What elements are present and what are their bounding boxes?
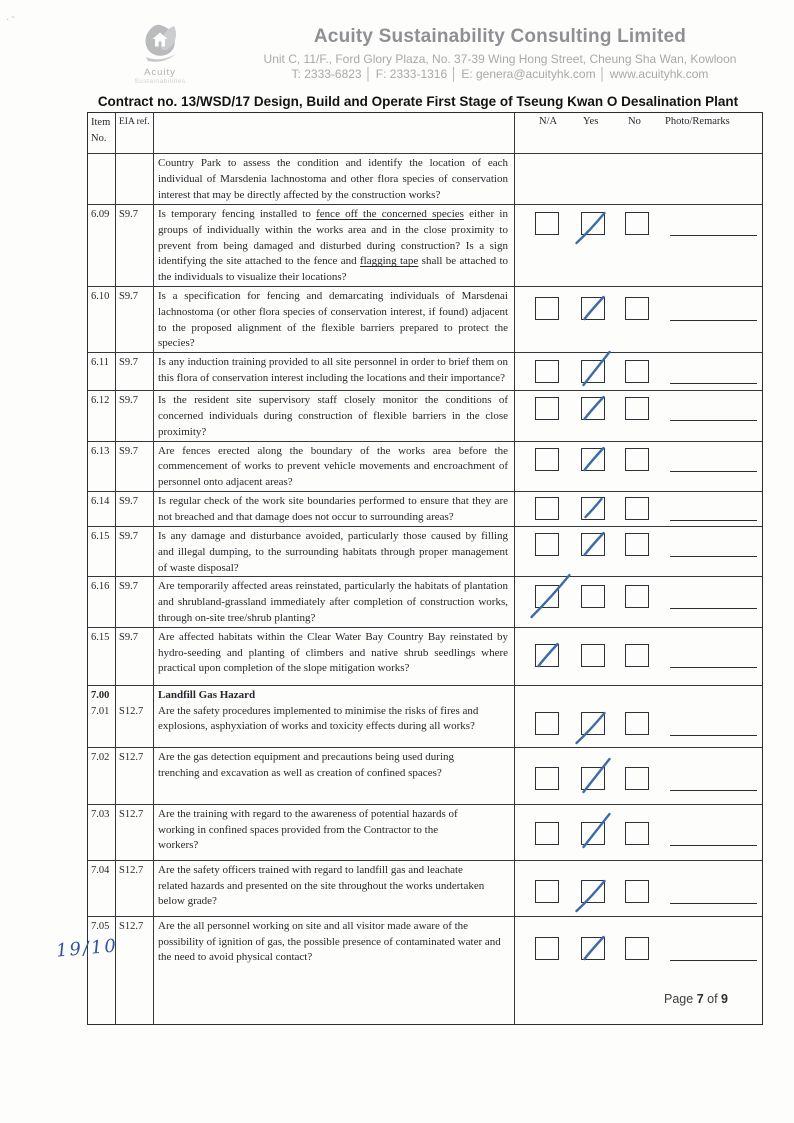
table-row xyxy=(88,747,762,804)
question-cell xyxy=(154,287,515,352)
eia-ref-cell: S9.7 xyxy=(116,628,154,685)
item-number-cell: 6.12 xyxy=(88,391,116,440)
checkbox-no xyxy=(625,533,649,556)
remarks-line xyxy=(670,556,757,557)
question-text: Is a specification for fencing and demarcating individuals of Marsdenai lachnostoma (or other flora species of conservation interest, if found) adjacent to the proposed alignment of the flexible barriers prepared to protect the species? xyxy=(158,289,508,350)
item-number-cell: 6.13 xyxy=(88,442,116,491)
question-cell xyxy=(154,353,515,390)
question-cell xyxy=(154,628,515,685)
scan-artifact: .- xyxy=(6,12,17,23)
remarks-line xyxy=(670,471,757,472)
tick-mark xyxy=(535,585,560,609)
table-header-row xyxy=(88,113,762,153)
eia-ref-cell: S12.7 xyxy=(116,686,154,747)
question-cell xyxy=(154,391,515,440)
eia-ref-cell: S12.7 xyxy=(116,917,154,1024)
checks-cell xyxy=(515,861,762,916)
eia-ref-cell: S9.7 xyxy=(116,287,154,352)
checks-cell xyxy=(515,391,762,440)
question-text: Is the resident site supervisory staff closely monitor the conditions of concerned individuals during construction of flexible barriers in the close proximity? xyxy=(158,394,508,438)
tick-mark xyxy=(581,497,606,521)
checkbox-no xyxy=(625,712,649,735)
tick-mark xyxy=(581,822,606,846)
checks-cell xyxy=(515,353,762,390)
eia-ref-cell: S12.7 xyxy=(116,748,154,804)
question-text: Are the safety officers trained with regard to landfill gas and leachate related hazards and presented on the site throughout the works undertaken below grade? xyxy=(158,863,485,908)
table-row xyxy=(88,526,762,576)
checkbox-no xyxy=(625,497,649,520)
checkbox-no xyxy=(625,880,649,903)
question-text: Country Park to assess the condition and identify the location of each individual of Marsdenia lachnostoma and other flora species of conservation interest that may be directly affected by the construction works? xyxy=(158,157,508,201)
checkbox-na xyxy=(535,937,559,960)
table-row xyxy=(88,860,762,916)
table-row xyxy=(88,685,762,747)
question-cell xyxy=(154,917,515,1024)
remarks-line xyxy=(670,845,757,846)
question-text: Are the all personnel working on site and all visitor made aware of the possibility of ignition of gas, the possible presence of contaminated water and the need to avoid physical contact? xyxy=(158,919,501,964)
tick-mark xyxy=(581,712,606,736)
checkbox-no xyxy=(625,937,649,960)
question-cell xyxy=(154,442,515,491)
item-number-cell: 7.03 xyxy=(88,805,116,860)
document-title: Contract no. 13/WSD/17 Design, Build and Operate First Stage of Tseung Kwan O Desalination Plant xyxy=(97,94,739,109)
checkbox-na xyxy=(535,822,559,845)
remarks-line xyxy=(670,383,757,384)
checklist-table xyxy=(87,112,763,1025)
question-cell xyxy=(154,861,515,916)
table-row xyxy=(88,286,762,352)
eia-ref-cell: S12.7 xyxy=(116,805,154,860)
question-text: Is regular check of the work site boundaries performed to ensure that they are not breached and that damage does not occur to surrounding areas? xyxy=(158,494,508,523)
item-number-cell: 7.04 xyxy=(88,861,116,916)
checks-cell xyxy=(515,492,762,526)
checkbox-na xyxy=(535,448,559,471)
table-row xyxy=(88,627,762,685)
checks-cell xyxy=(515,686,762,747)
question-text: Are affected habitats within the Clear Water Bay Country Bay reinstated by hydro-seeding and planting of climbers and native shrub seedlings where practical upon completion of the slope mitigation works? xyxy=(158,630,508,675)
checks-cell xyxy=(515,917,762,1024)
remarks-line xyxy=(670,608,757,609)
table-row xyxy=(88,804,762,860)
eia-ref-cell: S9.7 xyxy=(116,205,154,286)
col-header-question xyxy=(154,113,515,153)
table-row xyxy=(88,491,762,526)
col-header-remarks: Photo/Remarks xyxy=(665,116,730,127)
table-row xyxy=(88,441,762,491)
checkbox-no xyxy=(625,360,649,383)
col-header-yes: Yes xyxy=(583,116,599,127)
company-name: Acuity Sustainability Consulting Limited xyxy=(313,26,687,47)
company-logo xyxy=(122,22,198,85)
checks-cell xyxy=(515,805,762,860)
question-cell xyxy=(154,805,515,860)
item-number-cell: 7.05 xyxy=(88,917,116,1024)
question-text: Is temporary fencing installed to fence off the concerned species either in groups of individually within the works area and in the close proximity to prevent from being damaged and disturbed during construction? Is a sign identifying the site attached to the fence and flagging tape shall be attached to the individuals to visualize their locations? xyxy=(158,208,509,284)
question-text: Are the gas detection equipment and precautions being used during trenching and excavation as well as creation of confined spaces? xyxy=(158,750,454,779)
checkbox-na xyxy=(535,497,559,520)
eia-ref-cell: S9.7 xyxy=(116,391,154,440)
eia-ref-cell: S9.7 xyxy=(116,492,154,526)
remarks-line xyxy=(670,960,757,961)
remarks-line xyxy=(670,790,757,791)
checkbox-yes xyxy=(581,644,605,667)
checkbox-na xyxy=(535,360,559,383)
checkbox-na xyxy=(535,712,559,735)
table-row xyxy=(88,352,762,390)
checks-cell xyxy=(515,154,762,204)
question-cell xyxy=(154,577,515,626)
checkbox-no xyxy=(625,448,649,471)
question-text: Is any damage and disturbance avoided, particularly those caused by filling and illegal dumping, to the surrounding habitats through proper management of waste disposal? xyxy=(158,529,508,574)
table-row xyxy=(88,916,762,1024)
question-cell xyxy=(154,205,515,286)
eia-ref-cell: S9.7 xyxy=(116,527,154,576)
remarks-line xyxy=(670,903,757,904)
tick-mark xyxy=(581,880,606,904)
leaf-house-logo-icon xyxy=(134,22,186,66)
handwritten-note: 19/10 xyxy=(55,935,119,962)
item-number-cell: 6.14 xyxy=(88,492,116,526)
col-header-item: Item No. xyxy=(88,113,116,153)
item-number-cell: 6.11 xyxy=(88,353,116,390)
eia-ref-cell xyxy=(116,154,154,204)
checkbox-no xyxy=(625,585,649,608)
checks-cell xyxy=(515,748,762,804)
col-header-no: No xyxy=(628,116,641,127)
checkbox-no xyxy=(625,297,649,320)
tick-mark xyxy=(581,448,606,472)
col-header-checks xyxy=(515,113,762,153)
tick-mark xyxy=(581,937,606,961)
checkbox-na xyxy=(535,297,559,320)
tick-mark xyxy=(581,297,606,321)
question-text: Are the training with regard to the awareness of potential hazards of working in confined spaces provided from the Contractor to the workers? xyxy=(158,807,458,852)
question-text: Are the safety procedures implemented to minimise the risks of fires and explosions, asphyxiation of works and toxicity effects during all works? xyxy=(158,704,479,733)
page-number: Page 7 of 9 xyxy=(664,992,728,1006)
checkbox-na xyxy=(535,533,559,556)
col-header-eia: EIA ref. xyxy=(116,113,154,153)
question-cell xyxy=(154,748,515,804)
checks-cell xyxy=(515,287,762,352)
checkbox-na xyxy=(535,767,559,790)
table-row xyxy=(88,204,762,286)
tick-mark xyxy=(581,767,606,791)
checkbox-na xyxy=(535,397,559,420)
checkbox-na xyxy=(535,880,559,903)
question-cell xyxy=(154,686,515,747)
question-cell xyxy=(154,492,515,526)
remarks-line xyxy=(670,735,757,736)
checks-cell xyxy=(515,628,762,685)
eia-ref-cell: S12.7 xyxy=(116,861,154,916)
table-row xyxy=(88,576,762,626)
remarks-line xyxy=(670,235,757,236)
checkbox-yes xyxy=(581,585,605,608)
logo-wordmark: Acuity xyxy=(144,67,176,78)
remarks-line xyxy=(670,420,757,421)
item-number-cell: 7.02 xyxy=(88,748,116,804)
item-number-cell: 6.15 xyxy=(88,527,116,576)
tick-mark xyxy=(535,644,560,668)
item-number-cell: 6.15 xyxy=(88,628,116,685)
question-text: Are fences erected along the boundary of the works area before the commencement of works to prevent vehicle movements and encroachment of personnel onto adjacent areas? xyxy=(158,444,508,489)
checks-cell xyxy=(515,577,762,626)
checks-cell xyxy=(515,205,762,286)
item-number-cell: 6.10 xyxy=(88,287,116,352)
tick-mark xyxy=(581,397,606,421)
question-cell xyxy=(154,527,515,576)
eia-ref-cell: S9.7 xyxy=(116,442,154,491)
company-address: Unit C, 11/F., Ford Glory Plaza, No. 37-39 Wing Hong Street, Cheung Sha Wan, Kowloon xyxy=(263,52,737,66)
checkbox-no xyxy=(625,767,649,790)
table-row xyxy=(88,153,762,204)
item-number-cell xyxy=(88,154,116,204)
remarks-line xyxy=(670,320,757,321)
checkbox-na xyxy=(535,212,559,235)
logo-tagline: Sustainabilities xyxy=(134,78,186,85)
tick-mark xyxy=(581,360,606,384)
tick-mark xyxy=(581,212,606,236)
eia-ref-cell: S9.7 xyxy=(116,577,154,626)
tick-mark xyxy=(581,533,606,557)
letterhead xyxy=(244,26,756,81)
checkbox-no xyxy=(625,212,649,235)
table-row xyxy=(88,390,762,440)
remarks-line xyxy=(670,520,757,521)
checkbox-no xyxy=(625,822,649,845)
company-contacts: T: 2333-6823 │ F: 2333-1316 │ E: genera@acuityhk.com │ www.acuityhk.com xyxy=(291,67,709,81)
question-cell xyxy=(154,154,515,204)
question-text: Are temporarily affected areas reinstated, particularly the habitats of plantation and shrubland-grassland immediately after completion of construction works, through on-site tree/shrub planting? xyxy=(158,580,508,624)
question-text: Is any induction training provided to all site personnel in order to brief them on this flora of conservation interest including the locations and their importance? xyxy=(158,356,508,384)
item-number-cell: 7.00 7.01 xyxy=(88,686,116,747)
checks-cell xyxy=(515,527,762,576)
checkbox-no xyxy=(625,397,649,420)
remarks-line xyxy=(670,667,757,668)
checks-cell xyxy=(515,442,762,491)
checkbox-no xyxy=(625,644,649,667)
item-number-cell: 6.09 xyxy=(88,205,116,286)
eia-ref-cell: S9.7 xyxy=(116,353,154,390)
section-title: Landfill Gas Hazard xyxy=(158,688,256,701)
item-number-cell: 6.16 xyxy=(88,577,116,626)
col-header-na: N/A xyxy=(539,116,558,127)
